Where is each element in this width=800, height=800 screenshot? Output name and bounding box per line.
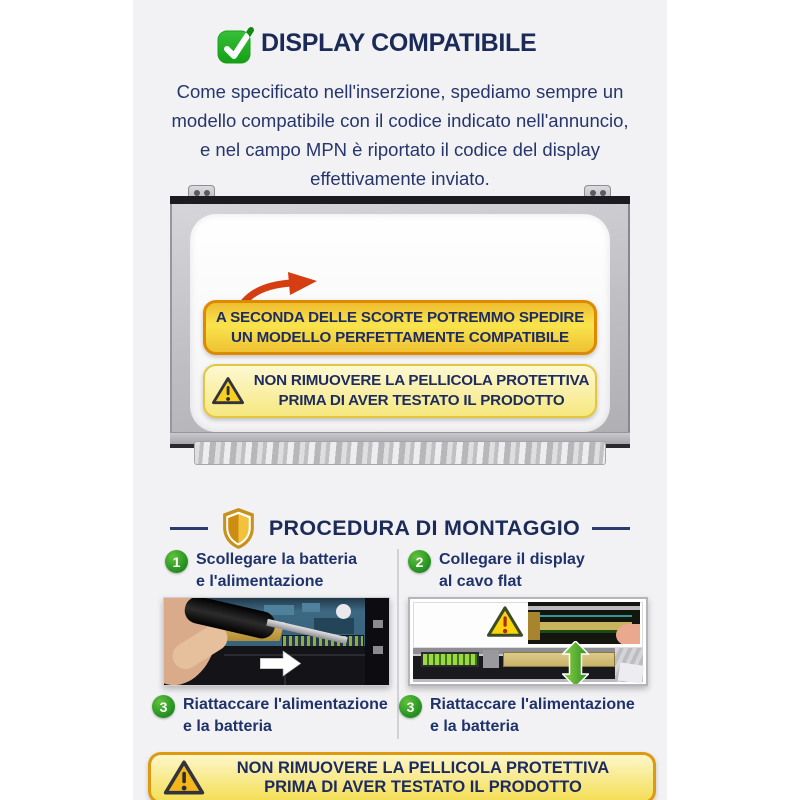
step-line: e la batteria	[183, 718, 272, 735]
pcb-chip	[302, 603, 320, 612]
intro-line: Come specificato nell'inserzione, spediamo sempre un	[176, 81, 624, 102]
step-1	[165, 549, 357, 593]
step-line: e l'alimentazione	[196, 573, 324, 590]
intro-line: effettivamente inviato.	[310, 168, 490, 189]
footer-warning-banner	[148, 752, 656, 800]
protective-film-text	[254, 371, 589, 411]
step-line: al cavo flat	[439, 573, 522, 590]
page-title: DISPLAY COMPATIBILE	[261, 29, 537, 57]
gold-shield-icon	[220, 507, 257, 550]
step-line: e la batteria	[430, 718, 519, 735]
footer-line: NON RIMUOVERE LA PELLICOLA PROTETTIVA	[236, 759, 610, 777]
stock-notice-line: A SECONDA DELLE SCORTE POTREMMO SPEDIRE	[215, 308, 585, 326]
foil-strip	[194, 441, 606, 465]
lcd-connector	[421, 652, 479, 667]
heading-rule-right	[592, 527, 630, 530]
warning-triangle-icon	[211, 376, 245, 406]
port-mark	[373, 646, 383, 654]
stock-notice-label	[203, 300, 597, 355]
connector-clip	[483, 650, 499, 668]
finger	[616, 624, 640, 644]
step-1-badge: 1	[165, 550, 188, 573]
intro-line: e nel campo MPN è riportato il codice del display	[200, 139, 600, 160]
green-check-icon	[216, 25, 256, 65]
panel-top-strip	[170, 196, 630, 204]
connector-line	[532, 615, 632, 617]
warning-triangle-icon	[163, 759, 205, 797]
protective-film-label	[203, 364, 597, 418]
photo-disconnect-battery	[163, 597, 390, 686]
pcb-sticker	[336, 604, 351, 619]
connector-rail	[528, 606, 640, 610]
tape-piece	[618, 662, 644, 683]
step-1-text	[196, 549, 357, 593]
green-double-arrow-icon	[562, 641, 589, 686]
step-3-text	[183, 694, 388, 738]
step-3-badge: 3	[399, 695, 422, 718]
procedure-heading	[133, 506, 667, 550]
step-3-left	[152, 694, 388, 738]
photo-connect-display	[408, 597, 648, 686]
white-arrow-icon	[260, 650, 302, 677]
intro-paragraph	[133, 77, 667, 193]
step-2-badge: 2	[408, 550, 431, 573]
film-line: NON RIMUOVERE LA PELLICOLA PROTETTIVA	[253, 372, 590, 389]
step-2-text	[439, 549, 585, 593]
heading-rule-left	[170, 527, 208, 530]
board-edge	[528, 612, 540, 640]
step-2	[408, 549, 585, 593]
connector-closeup-inset	[528, 602, 640, 644]
step-3-text	[430, 694, 635, 738]
warning-triangle-icon	[486, 605, 524, 639]
intro-line: modello compatibile con il codice indicato nell'annuncio,	[171, 110, 629, 131]
footer-warning-text	[205, 759, 641, 797]
step-3-right	[399, 694, 635, 738]
procedure-title: PROCEDURA DI MONTAGGIO	[268, 515, 581, 540]
film-line: PRIMA DI AVER TESTATO IL PRODOTTO	[278, 392, 565, 409]
footer-line: PRIMA DI AVER TESTATO IL PRODOTTO	[264, 778, 582, 796]
step-line: Scollegare la batteria	[196, 551, 357, 568]
stock-notice-line: UN MODELLO PERFETTAMENTE COMPATIBILE	[231, 328, 569, 346]
step-3-badge: 3	[152, 695, 175, 718]
step-line: Riattaccare l'alimentazione	[430, 696, 635, 713]
port-mark	[373, 620, 383, 628]
laptop-side	[365, 598, 390, 686]
photo-bottom-area	[413, 648, 643, 682]
lcd-panel-image	[170, 185, 630, 468]
flat-cable	[503, 652, 615, 667]
step-line: Riattaccare l'alimentazione	[183, 696, 388, 713]
step-line: Collegare il display	[439, 551, 585, 568]
